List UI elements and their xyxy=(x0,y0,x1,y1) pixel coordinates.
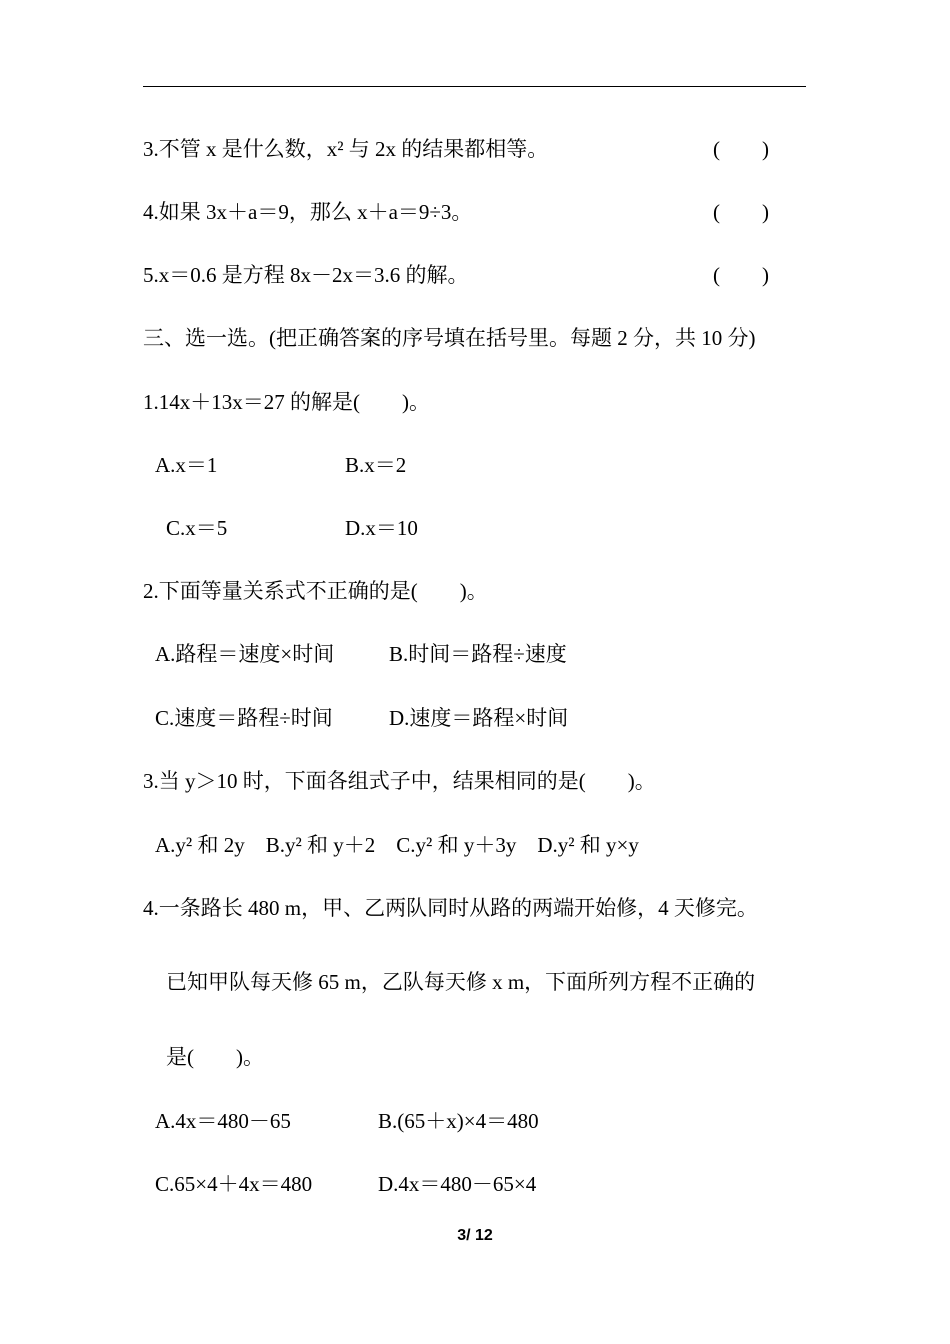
question-1-option-a[interactable]: A.x＝1 xyxy=(155,453,218,477)
question-3-stem: 3.当 y＞10 时，下面各组式子中，结果相同的是( )。 xyxy=(143,769,656,793)
question-2-option-b[interactable]: B.时间＝路程÷速度 xyxy=(389,642,567,666)
question-2-stem: 2.下面等量关系式不正确的是( )。 xyxy=(143,579,488,603)
answer-blank-judge-5[interactable]: ( ) xyxy=(713,263,769,287)
question-4-stem-line-3: 是( )。 xyxy=(166,1045,264,1069)
answer-blank-judge-3[interactable]: ( ) xyxy=(713,137,769,161)
question-4-stem-line-2: 已知甲队每天修 65 m，乙队每天修 x m，下面所列方程不正确的 xyxy=(166,970,756,994)
question-2-option-c[interactable]: C.速度＝路程÷时间 xyxy=(155,706,333,730)
page-number: 3/ 12 xyxy=(457,1227,493,1244)
judge-item-4: 4.如果 3x＋a＝9，那么 x＋a＝9÷3。 xyxy=(143,200,473,224)
question-1-option-b[interactable]: B.x＝2 xyxy=(345,453,407,477)
question-2-option-d[interactable]: D.速度＝路程×时间 xyxy=(389,706,569,730)
question-1-stem: 1.14x＋13x＝27 的解是( )。 xyxy=(143,390,430,414)
question-1-option-d[interactable]: D.x＝10 xyxy=(345,516,418,540)
answer-blank-judge-4[interactable]: ( ) xyxy=(713,200,769,224)
question-3-options[interactable]: A.y² 和 2y B.y² 和 y＋2 C.y² 和 y＋3y D.y² 和 y×y xyxy=(155,833,639,857)
question-4-stem-line-1: 4.一条路长 480 m，甲、乙两队同时从路的两端开始修，4 天修完。 xyxy=(143,896,758,920)
question-4-option-d[interactable]: D.4x＝480－65×4 xyxy=(378,1172,537,1196)
judge-item-3: 3.不管 x 是什么数，x² 与 2x 的结果都相等。 xyxy=(143,137,549,161)
judge-item-5: 5.x＝0.6 是方程 8x－2x＝3.6 的解。 xyxy=(143,263,469,287)
question-2-option-a[interactable]: A.路程＝速度×时间 xyxy=(155,642,335,666)
section-heading-choose: 三、选一选。(把正确答案的序号填在括号里。每题 2 分，共 10 分) xyxy=(143,326,756,350)
question-4-option-b[interactable]: B.(65＋x)×4＝480 xyxy=(378,1109,539,1133)
header-rule xyxy=(143,86,806,87)
question-1-option-c[interactable]: C.x＝5 xyxy=(166,516,228,540)
question-4-option-a[interactable]: A.4x＝480－65 xyxy=(155,1109,291,1133)
question-4-option-c[interactable]: C.65×4＋4x＝480 xyxy=(155,1172,313,1196)
